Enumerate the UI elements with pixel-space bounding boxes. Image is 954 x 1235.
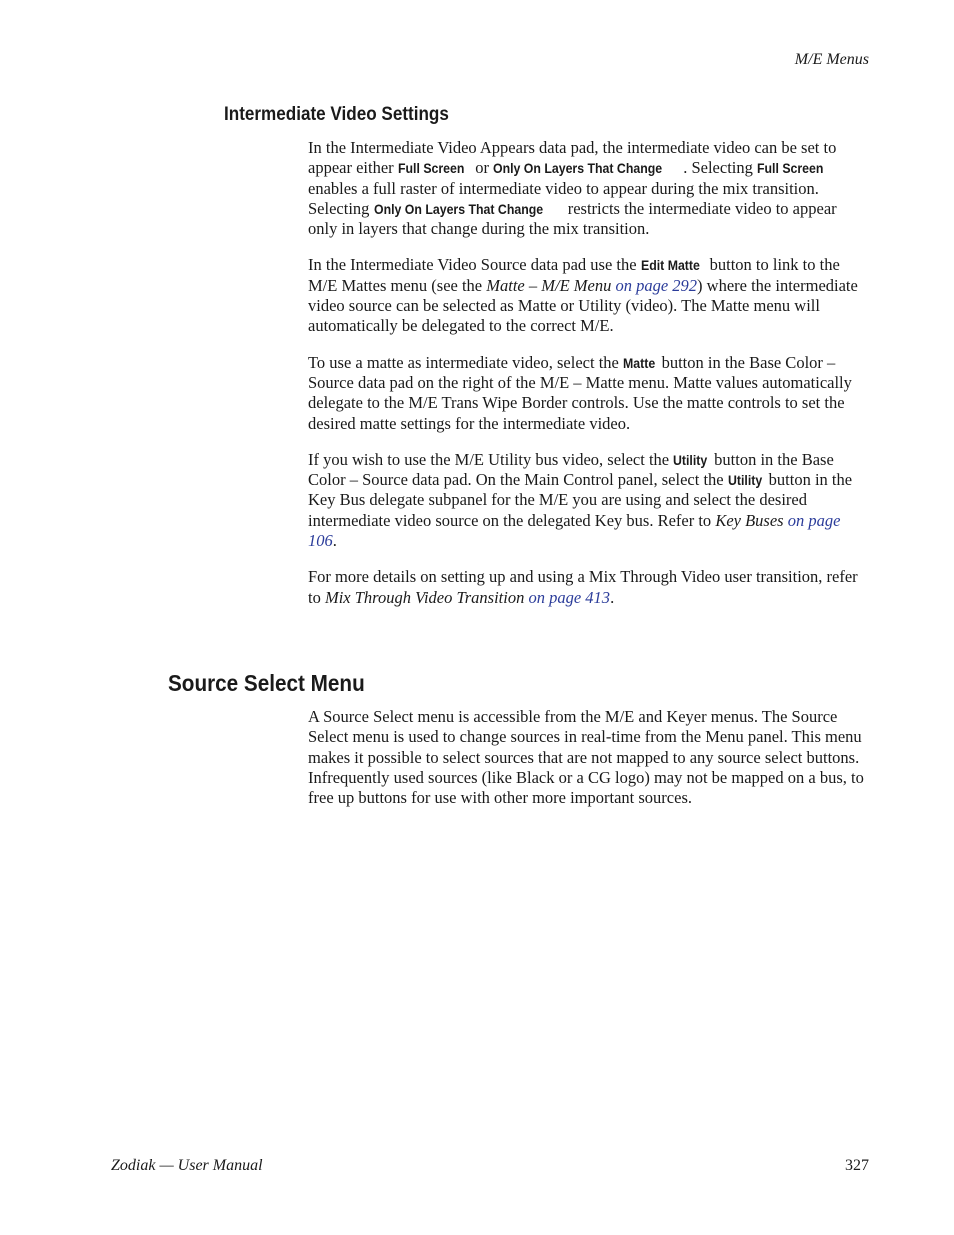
xref-link-page-292[interactable]: on page 292 xyxy=(615,275,698,295)
footer-doc-title: Zodiak — User Manual xyxy=(111,1157,263,1174)
ui-label-utility: Utility xyxy=(727,472,762,489)
section2-body xyxy=(308,707,870,824)
xref-title: Mix Through Video Transition xyxy=(324,587,525,607)
xref-title: Matte – M/E Menu xyxy=(486,275,612,295)
ui-label-edit-matte: Edit Matte xyxy=(640,257,700,274)
xref-title: Key Buses xyxy=(715,510,784,530)
paragraph: To use a matte as intermediate video, select the Matte button in the Base Color – Source data pad on the right of the M/E – Matte menu. Matte values automatically delegate to the M/E Trans Wipe Border controls. Use the matte controls to set the desired matte settings for the intermediate video. xyxy=(308,352,852,433)
ui-label-full-screen: Full Screen xyxy=(397,160,465,177)
paragraph: In the Intermediate Video Appears data pad, the intermediate video can be set to appear either Full Screen or Only On Layers That Change . Selecting Full Screen enables a full raster of intermediate video to appear during the mix transition. Selecting Only On Layers That Change restricts the intermediate video to appear only in layers that change during the mix transition. xyxy=(308,138,837,239)
ui-label-utility: Utility xyxy=(673,451,708,468)
subsection-heading: Intermediate Video Settings xyxy=(224,104,449,125)
ui-label-only-on-layers: Only On Layers That Change xyxy=(373,200,543,217)
ui-label-full-screen: Full Screen xyxy=(757,160,824,177)
xref-link-page-413[interactable]: on page 413 xyxy=(528,587,611,607)
ui-label-only-on-layers: Only On Layers That Change xyxy=(493,160,663,177)
section-heading: Source Select Menu xyxy=(168,670,365,696)
paragraph: For more details on setting up and using a Mix Through Video user transition, refer to Mix Through Video Transition on page 413. xyxy=(308,567,858,607)
running-head: M/E Menus xyxy=(794,51,869,68)
section1-body xyxy=(308,138,870,624)
paragraph: In the Intermediate Video Source data pad use the Edit Matte button to link to the M/E Mattes menu (see the Matte – M/E Menu on page 292) where the intermediate video source can be selected as Matte or Utility (video). The Matte menu will automatically be delegated to the correct M/E. xyxy=(308,255,858,336)
paragraph: If you wish to use the M/E Utility bus video, select the Utility button in the Base Color – Source data pad. On the Main Control panel, select the Utility button in the Key Bus delegate subpanel for the M/E you are using and select the desired intermediate video source on the delegated Key bus. Refer to Key Buses on page 106. xyxy=(308,449,853,551)
xref-link-page-106[interactable]: on page 106 xyxy=(308,510,841,551)
paragraph: A Source Select menu is accessible from the M/E and Keyer menus. The Source Select menu is used to change sources in real-time from the Menu panel. This menu makes it possible to select sources that are not mapped to any source select buttons. Infrequently used sources (like Black or a CG logo) may not be mapped on a bus, to free up buttons for use with other more important sources. xyxy=(308,707,864,808)
page-number: 327 xyxy=(845,1157,869,1174)
ui-label-matte: Matte xyxy=(622,354,656,371)
